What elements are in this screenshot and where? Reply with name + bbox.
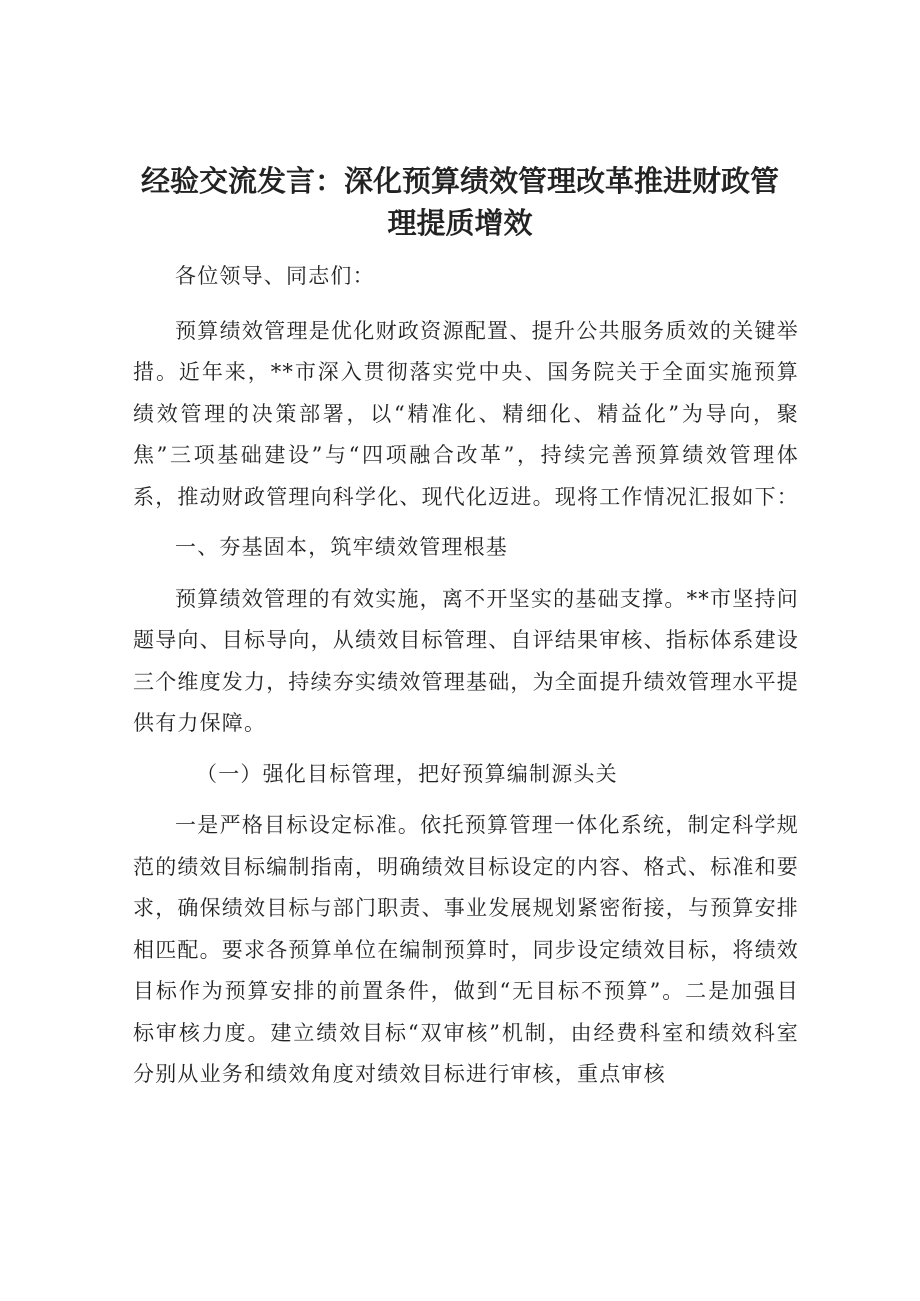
document-title: 经验交流发言：深化预算绩效管理改革推进财政管理提质增效	[140, 164, 779, 240]
subsection-heading-1: （一）强化目标管理，把好预算编制源头关	[196, 761, 618, 786]
document-body	[133, 256, 799, 1105]
subsection-1-paragraph: 一是严格目标设定标准。依托预算管理一体化系统，制定科学规范的绩效目标编制指南，明确绩效目标设定的内容、格式、标准和要求，确保绩效目标与部门职责、事业发展规划紧密衔接，与预算安排相匹配。要求各预算单位在编制预算时，同步设定绩效目标，将绩效目标作为预算安排的前置条件，做到“无目标不预算”。二是加强目标审核力度。建立绩效目标“双审核”机制，由经费科室和绩效科室分别从业务和绩效角度对绩效目标进行审核，重点审核	[133, 813, 799, 1086]
intro-paragraph: 预算绩效管理是优化财政资源配置、提升公共服务质效的关键举措。近年来，**市深入贯彻落实党中央、国务院关于全面实施预算绩效管理的决策部署，以“精准化、精细化、精益化”为导向，聚焦”三项基础建设”与“四项融合改革”，持续完善预算绩效管理体系，推动财政管理向科学化、现代化迈进。现将工作情况汇报如下：	[133, 318, 799, 509]
section-1-paragraph: 预算绩效管理的有效实施，离不开坚实的基础支撑。**市坚持问题导向、目标导向，从绩效目标管理、自评结果审核、指标体系建设三个维度发力，持续夯实绩效管理基础，为全面提升绩效管理水平提供有力保障。	[133, 586, 799, 735]
section-heading-1: 一、夯基固本，筑牢绩效管理根基	[175, 535, 508, 559]
salutation: 各位领导、同志们：	[175, 264, 375, 288]
